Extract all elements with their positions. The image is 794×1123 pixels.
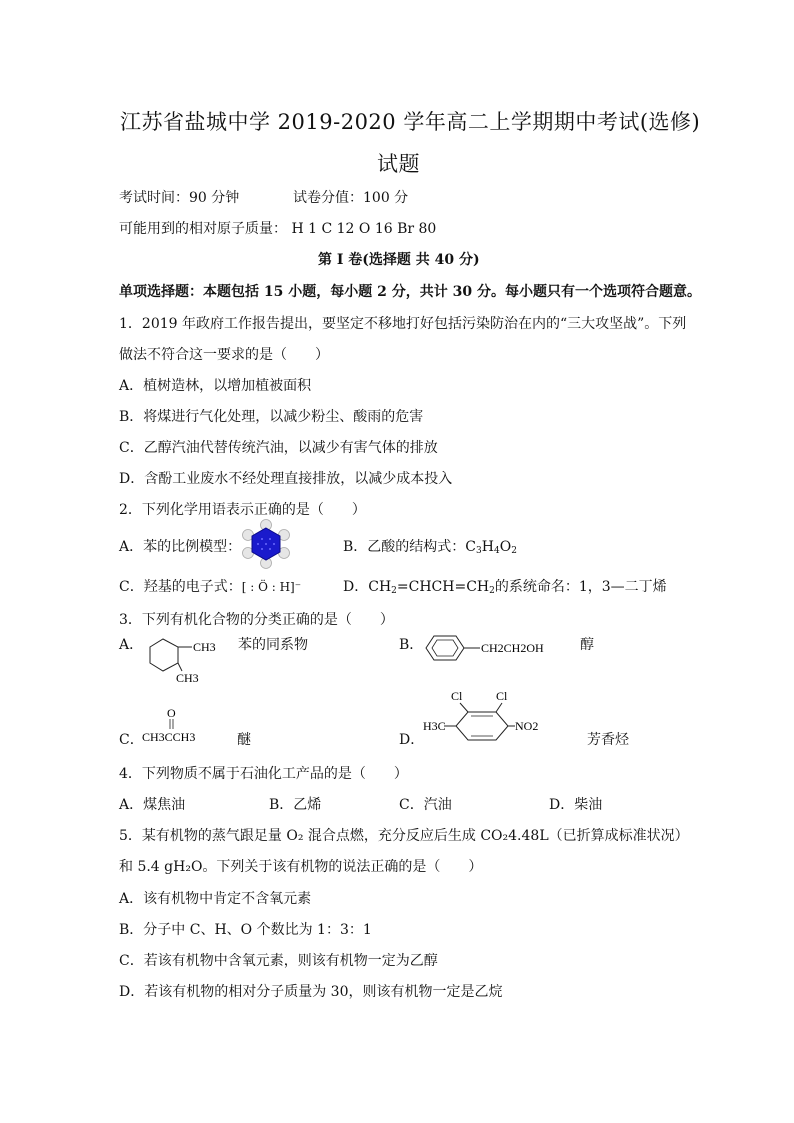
q3-d-cl2: Cl (496, 689, 508, 703)
q3-option-c-label: C． (119, 732, 144, 748)
title-line1: 江苏省盐城中学 2019-2020 学年高二上学期期中考试(选修) (120, 110, 701, 134)
benzene-space-filling-model-image (240, 519, 292, 569)
q1-stem-line2: 做法不符合这一要求的是（ ） (119, 347, 329, 363)
q5-option-a: A．该有机物中肯定不含氧元素 (119, 891, 312, 907)
q5-option-d: D．若该有机物的相对分子质量为 30，则该有机物一定是乙烷 (119, 984, 503, 1000)
q3-option-d-class: 芳香烃 (587, 732, 629, 748)
acetone-structure (140, 703, 210, 747)
q2-option-b: B．乙酸的结构式：$C_3H_4O_2$ (343, 539, 517, 556)
q4-option-d: D．柴油 (549, 797, 603, 813)
q3-d-cl1: Cl (451, 689, 463, 703)
dichloronitrotoluene-structure (418, 688, 548, 750)
q1-option-d: D．含酚工业废水不经处理直接排放，以减少成本投入 (119, 471, 453, 487)
q5-stem-line2: 和 5.4 gH₂O。下列关于该有机物的说法正确的是（ ） (119, 859, 483, 875)
q3-c-oxygen: O (167, 706, 176, 720)
q3-b-chain: CH2CH2OH (481, 641, 544, 655)
q2-option-d: D．$CH_2=CHCH=CH_2$的系统命名：1，3—二丁烯 (343, 579, 667, 596)
q3-option-a-class: 苯的同系物 (238, 637, 308, 653)
q3-c-formula: CH3CCH3 (142, 730, 196, 744)
title-line2: 试题 (377, 152, 420, 176)
q1-stem-line1: 1．2019 年政府工作报告提出，要坚定不移地打好包括污染防治在内的“三大攻坚战”。下列 (119, 316, 687, 332)
phenylethanol-structure (420, 628, 570, 668)
q4-option-a: A．煤焦油 (119, 797, 186, 813)
q4-stem: 4．下列物质不属于石油化工产品的是（ ） (119, 766, 408, 782)
section-title: 第 I 卷(选择题 共 40 分) (318, 252, 480, 268)
q4-option-b: B．乙烯 (269, 797, 322, 813)
q3-option-d-label: D． (399, 732, 425, 748)
q5-option-b: B．分子中 C、H、O 个数比为 1：3：1 (119, 922, 372, 938)
exam-time: 考试时间：90 分钟 (119, 190, 240, 206)
q1-option-b: B．将煤进行气化处理，以减少粉尘、酸雨的危害 (119, 409, 424, 425)
q3-option-c-class: 醚 (237, 732, 251, 748)
q5-stem-line1: 5．某有机物的蒸气跟足量 O₂ 混合点燃，充分反应后生成 CO₂4.48L（已折算成标准状况） (119, 828, 689, 844)
q5-option-c: C．若该有机物中含氧元素，则该有机物一定为乙醇 (119, 953, 438, 969)
q1-option-c: C．乙醇汽油代替传统汽油，以减少有害气体的排放 (119, 440, 438, 456)
q2-stem: 2．下列化学用语表示正确的是（ ） (119, 502, 366, 518)
dimethylcyclohexane-structure (138, 627, 230, 685)
q3-option-b-label: B． (399, 637, 424, 653)
hydroxyl-electron-formula: [ : Ö : H]⁻ (241, 580, 302, 594)
q1-option-a: A．植树造林，以增加植被面积 (119, 378, 312, 394)
instructions: 单项选择题：本题包括 15 小题，每小题 2 分，共计 30 分。每小题只有一个选项符合题意。 (119, 284, 701, 300)
exam-score: 试卷分值：100 分 (293, 190, 409, 206)
atomic-mass: 可能用到的相对原子质量： H 1 C 12 O 16 Br 80 (119, 221, 437, 237)
q3-d-no2: NO2 (515, 719, 539, 733)
q3-stem: 3．下列有机化合物的分类正确的是（ ） (119, 612, 394, 628)
q4-option-c: C．汽油 (399, 797, 452, 813)
q3-option-b-class: 醇 (580, 637, 594, 653)
q3-option-a-label: A． (119, 637, 144, 653)
q3-d-h3c: H3C (423, 719, 446, 733)
q2-option-c: C．羟基的电子式：[ : Ö : H]⁻ (119, 579, 302, 595)
q3-a-ch3-top: CH3 (193, 640, 216, 654)
q3-a-ch3-bottom: CH3 (176, 671, 199, 685)
q2-option-a-label: A．苯的比例模型： (119, 539, 242, 555)
